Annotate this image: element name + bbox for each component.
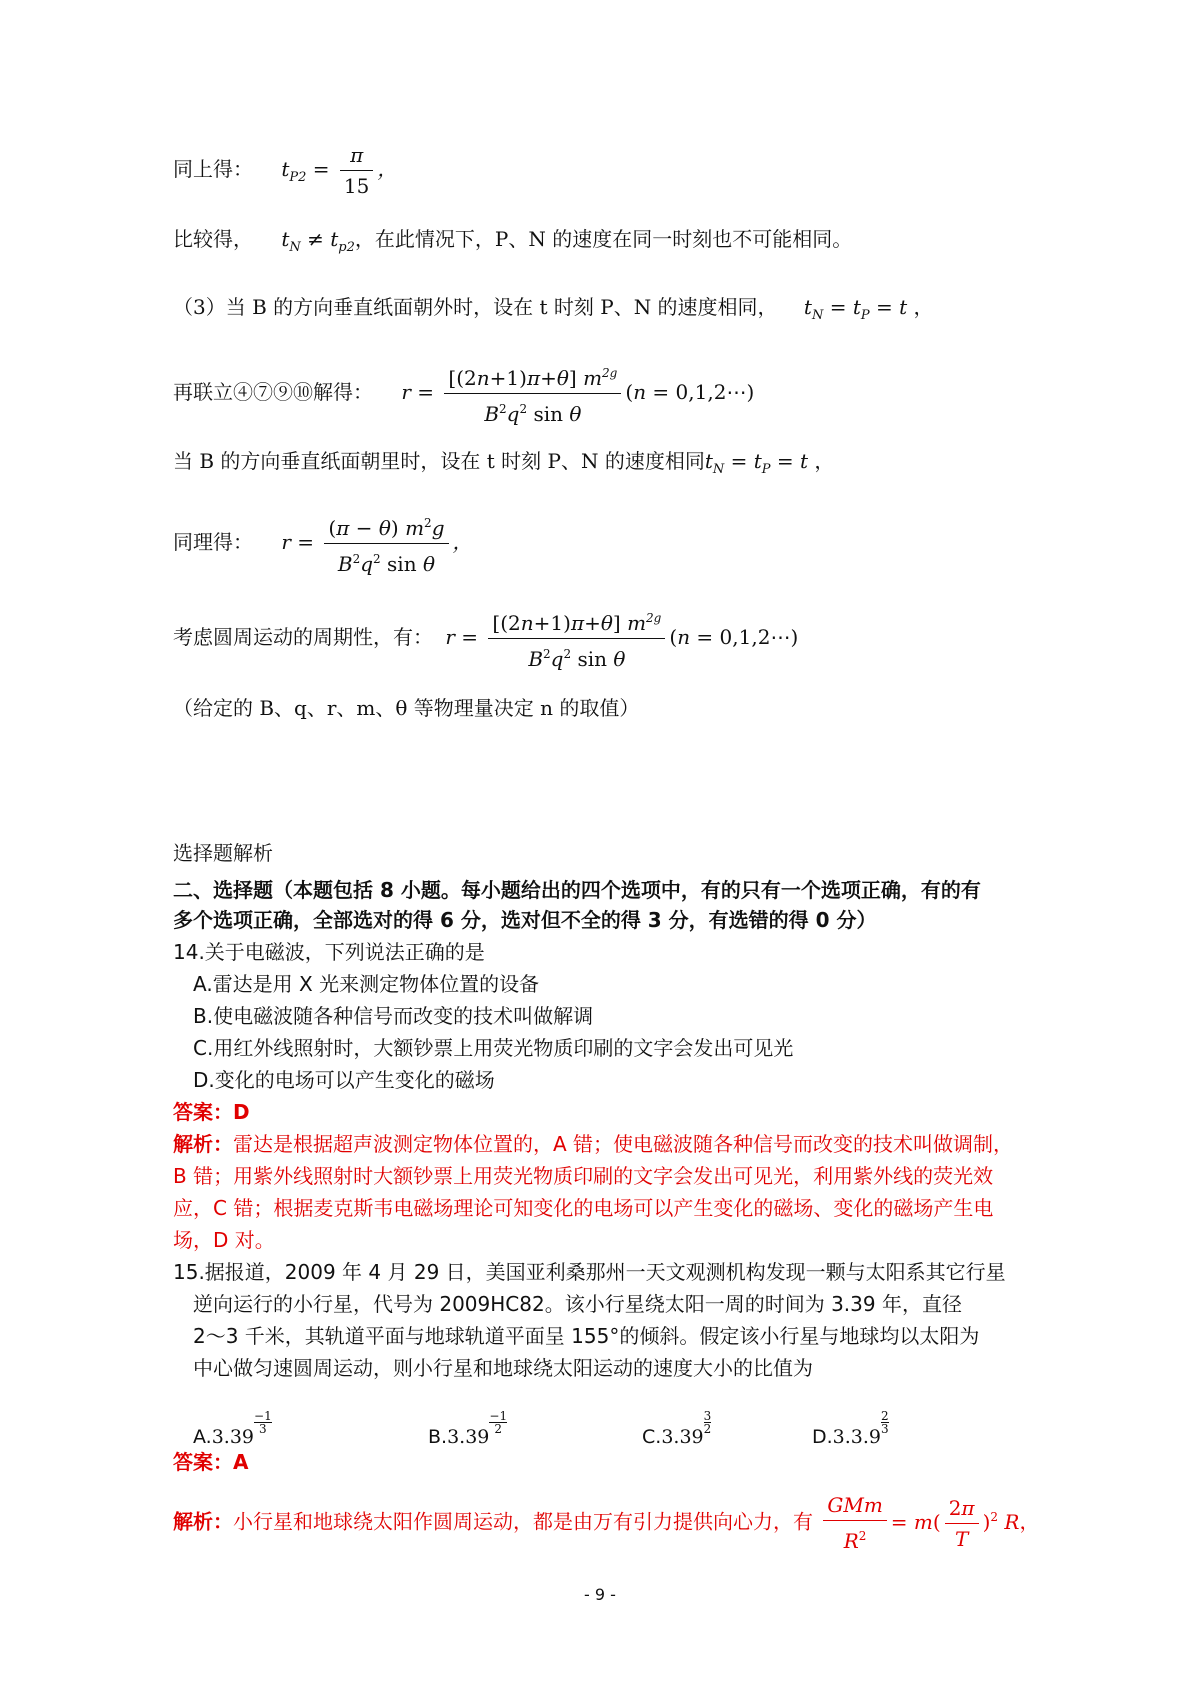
formula-tn-eq-tp: $t_N = t_P = t$: [803, 295, 908, 323]
line-label: 考虑圆周运动的周期性，有：: [173, 625, 433, 649]
section-title-line2: 多个选项正确，全部选对的得 6 分，选对但不全的得 3 分，有选错的得 0 分）: [173, 908, 877, 932]
q14-option-b: B.使电磁波随各种信号而改变的技术叫做解调: [193, 1004, 594, 1028]
formula-tn-neq-tp2: $t_N \ne t_{p2}$: [281, 227, 355, 255]
q14-option-a: A.雷达是用 X 光来测定物体位置的设备: [193, 972, 540, 996]
page-number: - 9 -: [584, 1585, 616, 1604]
q15-stem-line4: 中心做匀速圆周运动，则小行星和地球绕太阳运动的速度大小的比值为: [193, 1356, 813, 1380]
line-label: 同上得：: [173, 157, 253, 181]
analysis-text: 小行星和地球绕太阳作圆周运动，都是由万有引力提供向心力，有: [233, 1509, 813, 1534]
line-case-outward: （3）当 B 的方向垂直纸面朝外时，设在 t 时刻 P、N 的速度相同， $t_N = t_P = t$ ，: [173, 295, 934, 323]
line-similar: [173, 508, 473, 579]
formula-gravity: $\frac{\text{GMm}}{R^2}$ = m( $\frac{2\pi}{T}$ )$^2$ R: [819, 1510, 1019, 1534]
formula-r-general: r = $\frac{[(2n+1)\pi+\theta] m^{2g}}{B^2q^2 \sin \theta}$ (n = 0,1,2⋯): [401, 380, 754, 404]
formula-tp2: $t_{P2}$ = $\frac{\pi}{15}$ ，: [281, 157, 397, 181]
q14-analysis-line2: B 错；用紫外线照射时大额钞票上用荧光物质印刷的文字会发出可见光，利用紫外线的荧光效: [173, 1164, 994, 1188]
q15-stem-line3: 2～3 千米，其轨道平面与地球轨道平面呈 155°的倾斜。假定该小行星与地球均以太阳为: [193, 1324, 980, 1348]
q14-analysis-line3: 应，C 错；根据麦克斯韦电磁场理论可知变化的电场可以产生变化的磁场、变化的磁场产生电: [173, 1196, 994, 1220]
analysis-label: 解析：: [173, 1509, 233, 1534]
q15-analysis-line1: 解析：小行星和地球绕太阳作圆周运动，都是由万有引力提供向心力，有 $\frac{\text{GMm}}{R^2}$ = m( $\frac{2\pi}{T}$ )$^2$ R，: [173, 1490, 1039, 1556]
section-heading: 选择题解析: [173, 841, 273, 865]
line-label: 比较得，: [173, 227, 253, 251]
section-title-line1: 二、选择题（本题包括 8 小题。每小题给出的四个选项中，有的只有一个选项正确，有的有: [173, 878, 981, 902]
q14-option-c: C.用红外线照射时，大额钞票上用荧光物质印刷的文字会发出可见光: [193, 1036, 794, 1060]
q15-option-a: A.3.39 $\frac{-1}{3}$: [193, 1409, 272, 1448]
q14-option-d: D.变化的电场可以产生变化的磁场: [193, 1068, 495, 1092]
note-n-value: （给定的 B、q、r、m、θ 等物理量决定 n 的取值）: [173, 696, 640, 720]
line-label: （3）当 B 的方向垂直纸面朝外时，设在 t 时刻 P、N 的速度相同，: [173, 295, 778, 319]
line-solve: [173, 358, 754, 429]
line-periodicity: [173, 603, 798, 674]
q15-option-d: D.3.3.9 $\frac{2}{3}$: [812, 1409, 889, 1448]
q15-stem-line2: 逆向运行的小行星，代号为 2009HC82。该小行星绕太阳一周的时间为 3.39 年，直径: [193, 1292, 962, 1316]
analysis-text: 雷达是根据超声波测定物体位置的，A 错；使电磁波随各种信号而改变的技术叫做调制，: [233, 1132, 1014, 1156]
line-tp2: [173, 140, 397, 201]
line-label: 再联立④⑦⑨⑩解得：: [173, 380, 373, 404]
q14-analysis-line1: [173, 1130, 1013, 1158]
formula-r-inward: r = $\frac{(\pi - \theta) m^2g}{B^2q^2 \sin \theta}$ ，: [281, 530, 472, 554]
q15-answer: 答案：A: [173, 1450, 249, 1474]
q15-option-c: C.3.39 $\frac{3}{2}$: [642, 1409, 712, 1448]
q14-stem: 14.关于电磁波，下列说法正确的是: [173, 940, 485, 964]
line-label: 同理得：: [173, 530, 253, 554]
q14-analysis-line4: 场，D 对。: [173, 1228, 275, 1252]
line-compare: [173, 225, 852, 262]
q15-option-b: B.3.39 $\frac{-1}{2}$: [428, 1409, 508, 1448]
line-tail: ，在此情况下，P、N 的速度在同一时刻也不可能相同。: [354, 227, 853, 251]
line-case-inward: 当 B 的方向垂直纸面朝里时，设在 t 时刻 P、N 的速度相同$t_N = t_P = t$ ，: [173, 449, 835, 477]
line-label: 当 B 的方向垂直纸面朝里时，设在 t 时刻 P、N 的速度相同: [173, 449, 705, 473]
q15-stem-line1: 15.据报道，2009 年 4 月 29 日，美国亚利桑那州一天文观测机构发现一颗与太阳系其它行星: [173, 1260, 1006, 1284]
analysis-label: 解析：: [173, 1132, 233, 1156]
formula-tn-eq-tp: $t_N = t_P = t$: [704, 449, 809, 477]
formula-r-periodic: r = $\frac{[(2n+1)\pi+\theta] m^{2g}}{B^2q^2 \sin \theta}$ (n = 0,1,2⋯): [445, 625, 798, 649]
q14-answer: 答案：D: [173, 1100, 250, 1124]
